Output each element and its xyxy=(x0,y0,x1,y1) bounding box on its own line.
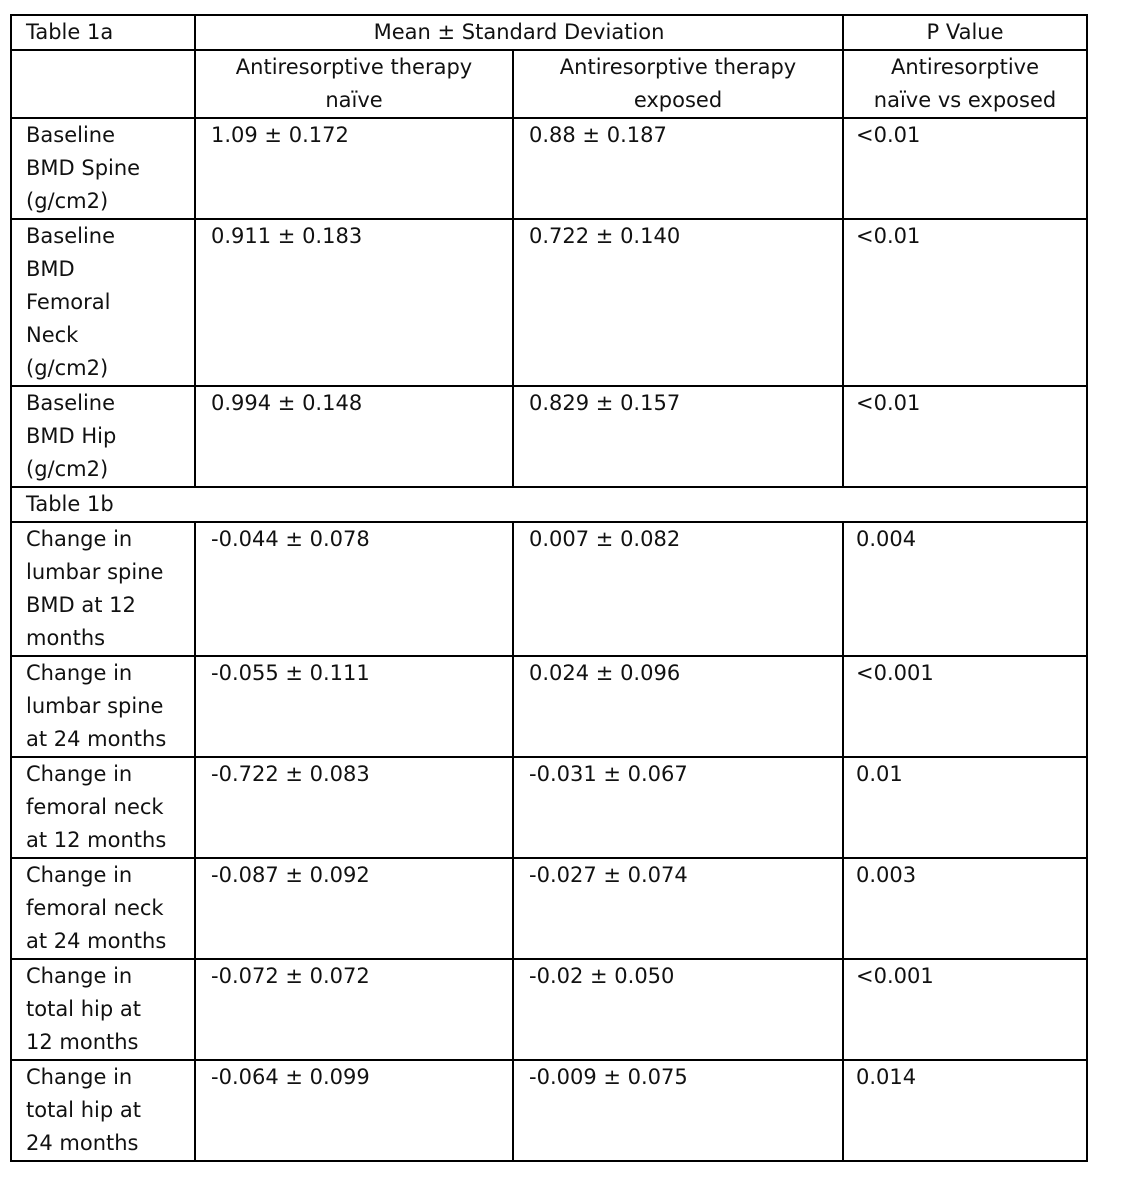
row-label-line: at 12 months xyxy=(26,828,167,852)
row-label-line: 24 months xyxy=(26,1131,139,1155)
row-label-line: Change in xyxy=(26,863,133,887)
table-row xyxy=(11,386,1087,487)
table-row xyxy=(11,757,1087,858)
table-1b-label: Table 1b xyxy=(11,487,1087,522)
row-label-line: total hip at xyxy=(26,997,141,1021)
p-value: 0.003 xyxy=(843,858,1087,959)
p-column-header xyxy=(843,50,1087,118)
p-value: <0.01 xyxy=(843,386,1087,487)
table-row xyxy=(11,858,1087,959)
naive-value: -0.064 ± 0.099 xyxy=(195,1060,513,1161)
row-label-line: lumbar spine xyxy=(26,560,164,584)
table-row xyxy=(11,522,1087,656)
exposed-value: 0.88 ± 0.187 xyxy=(513,118,843,219)
naive-value: 1.09 ± 0.172 xyxy=(195,118,513,219)
exposed-value: -0.02 ± 0.050 xyxy=(513,959,843,1060)
row-label xyxy=(11,656,195,757)
row-label-line: Change in xyxy=(26,762,133,786)
p-value: 0.014 xyxy=(843,1060,1087,1161)
naive-value: -0.087 ± 0.092 xyxy=(195,858,513,959)
table-row xyxy=(11,118,1087,219)
row-label-line: Neck xyxy=(26,323,79,347)
p-value-header: P Value xyxy=(843,15,1087,50)
naive-column-header xyxy=(195,50,513,118)
row-label-line: Change in xyxy=(26,527,133,551)
p-value: <0.01 xyxy=(843,118,1087,219)
row-label xyxy=(11,118,195,219)
row-label-line: BMD Hip xyxy=(26,424,117,448)
row-label-line: femoral neck xyxy=(26,896,164,920)
table-row xyxy=(11,656,1087,757)
row-label-line: Baseline xyxy=(26,391,116,415)
p-header-line-2: naïve vs exposed xyxy=(873,88,1057,112)
row-label xyxy=(11,386,195,487)
row-label-line: BMD at 12 xyxy=(26,593,136,617)
row-label-line: (g/cm2) xyxy=(26,356,109,380)
row-label-line: Change in xyxy=(26,964,133,988)
row-label-line: femoral neck xyxy=(26,795,164,819)
naive-value: -0.072 ± 0.072 xyxy=(195,959,513,1060)
exposed-value: 0.024 ± 0.096 xyxy=(513,656,843,757)
table-row xyxy=(11,219,1087,386)
row-label-line: at 24 months xyxy=(26,727,167,751)
p-value: 0.01 xyxy=(843,757,1087,858)
p-value: 0.004 xyxy=(843,522,1087,656)
exposed-header-line-2: exposed xyxy=(633,88,723,112)
p-value: <0.001 xyxy=(843,959,1087,1060)
exposed-value: -0.009 ± 0.075 xyxy=(513,1060,843,1161)
naive-value: 0.994 ± 0.148 xyxy=(195,386,513,487)
row-label xyxy=(11,219,195,386)
row-label-line: Change in xyxy=(26,661,133,685)
p-value: <0.01 xyxy=(843,219,1087,386)
row-label-line: 12 months xyxy=(26,1030,139,1054)
row-label-line: (g/cm2) xyxy=(26,457,109,481)
naive-value: -0.722 ± 0.083 xyxy=(195,757,513,858)
results-table xyxy=(10,14,1088,1162)
row-label-line: at 24 months xyxy=(26,929,167,953)
row-label xyxy=(11,858,195,959)
exposed-value: 0.007 ± 0.082 xyxy=(513,522,843,656)
row-label-line: months xyxy=(26,626,106,650)
table-1a-label: Table 1a xyxy=(11,15,195,50)
empty-header-cell xyxy=(11,50,195,118)
exposed-column-header xyxy=(513,50,843,118)
row-label-line: Baseline xyxy=(26,123,116,147)
row-label xyxy=(11,1060,195,1161)
naive-header-line-1: Antiresorptive therapy xyxy=(235,55,473,79)
row-label-line: total hip at xyxy=(26,1098,141,1122)
table-row xyxy=(11,1060,1087,1161)
row-label-line: BMD Spine xyxy=(26,156,141,180)
row-label-line: Change in xyxy=(26,1065,133,1089)
naive-header-line-2: naïve xyxy=(325,88,383,112)
exposed-value: -0.031 ± 0.067 xyxy=(513,757,843,858)
exposed-value: 0.829 ± 0.157 xyxy=(513,386,843,487)
table-1b-row xyxy=(11,487,1087,522)
row-label-line: Femoral xyxy=(26,290,111,314)
mean-sd-header: Mean ± Standard Deviation xyxy=(195,15,843,50)
naive-value: -0.055 ± 0.111 xyxy=(195,656,513,757)
exposed-value: 0.722 ± 0.140 xyxy=(513,219,843,386)
row-label-line: Baseline xyxy=(26,224,116,248)
exposed-header-line-1: Antiresorptive therapy xyxy=(559,55,797,79)
header-row-2 xyxy=(11,50,1087,118)
exposed-value: -0.027 ± 0.074 xyxy=(513,858,843,959)
row-label-line: (g/cm2) xyxy=(26,189,109,213)
naive-value: -0.044 ± 0.078 xyxy=(195,522,513,656)
row-label xyxy=(11,522,195,656)
row-label xyxy=(11,959,195,1060)
p-header-line-1: Antiresorptive xyxy=(891,55,1040,79)
row-label xyxy=(11,757,195,858)
table-row xyxy=(11,959,1087,1060)
p-value: <0.001 xyxy=(843,656,1087,757)
naive-value: 0.911 ± 0.183 xyxy=(195,219,513,386)
row-label-line: BMD xyxy=(26,257,75,281)
header-row-1 xyxy=(11,15,1087,50)
row-label-line: lumbar spine xyxy=(26,694,164,718)
